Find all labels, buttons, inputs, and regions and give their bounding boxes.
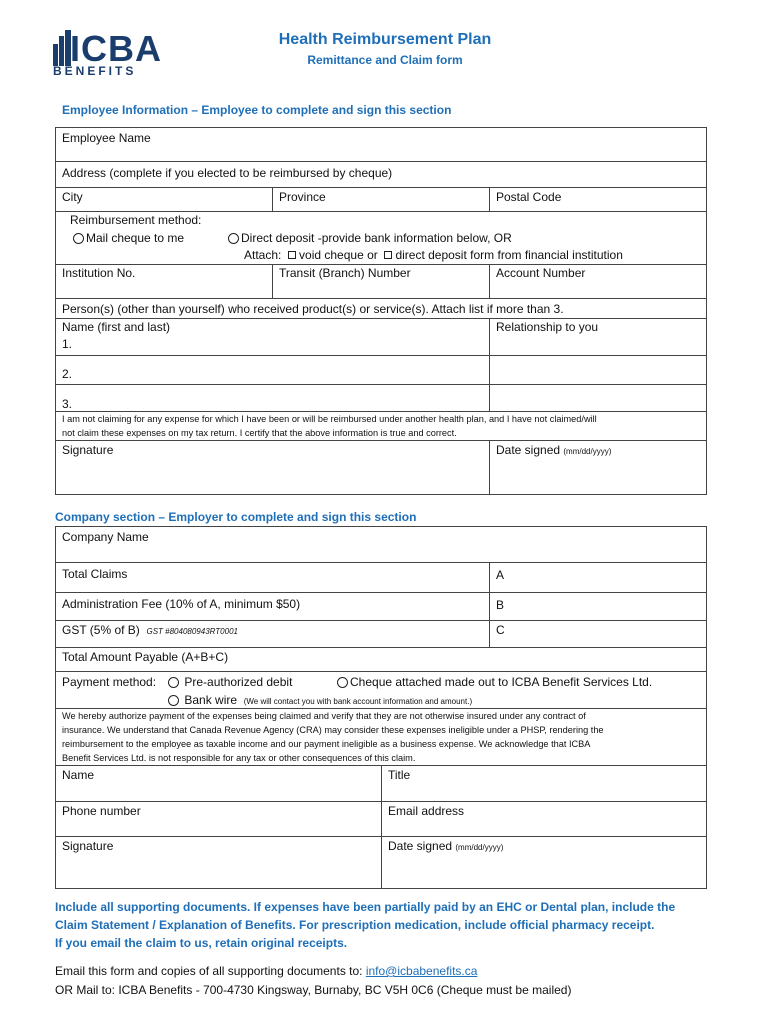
direct-deposit-form-checkbox[interactable]: [384, 251, 392, 259]
divider: [55, 440, 707, 441]
divider: [55, 562, 707, 563]
email-instruction-text: Email this form and copies of all supporting documents to:: [55, 964, 366, 978]
person-row-3: 3.: [62, 397, 73, 411]
payment-method-label: Payment method:: [62, 675, 157, 689]
attach-row: [244, 248, 623, 262]
relationship-label: Relationship to you: [496, 320, 599, 334]
date-signed-label: Date signed: [496, 443, 561, 457]
authorization-line-2: insurance. We understand that Canada Revenue Agency (CRA) may consider these expenses ineligible under a PHSP, rendering the: [62, 725, 604, 735]
label-c: C: [496, 623, 505, 637]
company-date-signed: [388, 839, 503, 853]
divider: [489, 187, 490, 211]
cheque-attached-radio[interactable]: [337, 677, 348, 688]
direct-deposit-form-label: direct deposit form from financial institution: [395, 248, 623, 262]
divider: [55, 187, 707, 188]
declaration-line-1: I am not claiming for any expense for which I have been or will be reimbursed under another health plan, and I have not claimed/will: [62, 414, 597, 424]
divider: [55, 384, 707, 385]
institution-no-label: Institution No.: [62, 266, 136, 280]
employee-section-heading: Employee Information – Employee to complete and sign this section: [62, 103, 452, 117]
label-a: A: [496, 568, 505, 582]
gst-row: [62, 623, 238, 637]
company-name-label: Company Name: [62, 530, 149, 544]
divider: [55, 708, 707, 709]
direct-deposit-option[interactable]: [228, 231, 512, 245]
admin-fee-label: Administration Fee (10% of A, minimum $50): [62, 597, 301, 611]
reimbursement-method-label: Reimbursement method:: [70, 213, 202, 227]
declaration-line-2: not claim these expenses on my tax return. I certify that the above information is true and correct.: [62, 428, 457, 438]
divider: [55, 411, 707, 412]
total-payable-label: Total Amount Payable (A+B+C): [62, 650, 229, 664]
logo-word: ICBA: [70, 28, 162, 69]
email-label: Email address: [388, 804, 465, 818]
name-first-last-label: Name (first and last): [62, 320, 171, 334]
divider: [489, 562, 490, 647]
divider: [272, 187, 273, 211]
gst-number: GST #804080943RT0001: [146, 627, 238, 636]
supporting-docs-note-1: Include all supporting documents. If expenses have been partially paid by an EHC or Dental plan, include the: [55, 900, 676, 914]
employee-date-signed: [496, 443, 611, 457]
employee-name-label: Employee Name: [62, 131, 151, 145]
email-instruction: [55, 964, 477, 978]
bank-wire-option[interactable]: [168, 693, 472, 707]
authorization-line-3: reimbursement to the employee as taxable income and our payment ineligible as a business expense. We acknowledge that ICBA: [62, 739, 591, 749]
mail-cheque-label: Mail cheque to me: [86, 231, 185, 245]
void-cheque-label: void cheque or: [299, 248, 378, 262]
page-subtitle: Remittance and Claim form: [307, 53, 463, 67]
company-date-signed-label: Date signed: [388, 839, 453, 853]
supporting-docs-note-3: If you email the claim to us, retain original receipts.: [55, 936, 348, 950]
postal-code-label: Postal Code: [496, 190, 562, 204]
pre-authorized-option[interactable]: [168, 675, 292, 689]
title-label: Title: [388, 768, 411, 782]
divider: [489, 318, 490, 411]
divider: [55, 298, 707, 299]
direct-deposit-radio[interactable]: [228, 233, 239, 244]
page-title: Health Reimbursement Plan: [278, 31, 492, 48]
total-claims-label: Total Claims: [62, 567, 128, 581]
divider: [381, 765, 382, 889]
authorization-line-1: We hereby authorize payment of the expenses being claimed and verify that they are not otherwise insured under any contract of: [62, 711, 586, 721]
divider: [55, 620, 707, 621]
mail-cheque-option[interactable]: [73, 231, 184, 245]
label-b: B: [496, 598, 505, 612]
city-label: City: [62, 190, 83, 204]
divider: [55, 211, 707, 212]
cheque-attached-label: Cheque attached made out to ICBA Benefit Services Ltd.: [350, 675, 653, 689]
transit-label: Transit (Branch) Number: [279, 266, 411, 280]
bank-wire-label: Bank wire: [184, 693, 238, 707]
direct-deposit-label: Direct deposit -provide bank information below, OR: [241, 231, 512, 245]
divider: [55, 355, 707, 356]
attach-label: Attach:: [244, 248, 282, 262]
company-date-format-hint: (mm/dd/yyyy): [455, 843, 504, 852]
address-label: Address (complete if you elected to be reimbursed by cheque): [62, 166, 393, 180]
cheque-attached-option[interactable]: [337, 675, 652, 689]
bank-wire-radio[interactable]: [168, 695, 179, 706]
pre-authorized-label: Pre-authorized debit: [184, 675, 293, 689]
province-label: Province: [279, 190, 326, 204]
divider: [55, 647, 707, 648]
company-section-heading: Company section – Employer to complete and sign this section: [55, 510, 417, 524]
divider: [489, 264, 490, 298]
date-format-hint: (mm/dd/yyyy): [563, 447, 612, 456]
employee-signature-label: Signature: [62, 443, 114, 457]
gst-label: GST (5% of B): [62, 623, 140, 637]
person-row-1: 1.: [62, 337, 73, 351]
divider: [55, 671, 707, 672]
company-name-signer-label: Name: [62, 768, 95, 782]
divider: [55, 264, 707, 265]
supporting-docs-note-2: Claim Statement / Explanation of Benefits. For prescription medication, include official pharmacy receipt.: [55, 918, 655, 932]
person-row-2: 2.: [62, 367, 73, 381]
divider: [272, 264, 273, 298]
logo-subtitle: BENEFITS: [53, 64, 137, 78]
authorization-line-4: Benefit Services Ltd. is not responsible for any tax or other consequences of this claim.: [62, 753, 416, 763]
pre-authorized-radio[interactable]: [168, 677, 179, 688]
phone-label: Phone number: [62, 804, 141, 818]
persons-label: Person(s) (other than yourself) who received product(s) or service(s). Attach list if more than 3.: [62, 302, 564, 316]
divider: [55, 318, 707, 319]
mail-instruction: OR Mail to: ICBA Benefits - 700-4730 Kingsway, Burnaby, BC V5H 0C6 (Cheque must be mailed): [55, 983, 572, 997]
void-cheque-checkbox[interactable]: [288, 251, 296, 259]
divider: [489, 440, 490, 495]
bank-wire-note: (We will contact you with bank account information and amount.): [243, 697, 473, 706]
company-signature-label: Signature: [62, 839, 114, 853]
account-number-label: Account Number: [496, 266, 586, 280]
mail-cheque-radio[interactable]: [73, 233, 84, 244]
email-link[interactable]: info@icbabenefits.ca: [365, 964, 478, 978]
divider: [55, 592, 707, 593]
divider: [55, 161, 707, 162]
